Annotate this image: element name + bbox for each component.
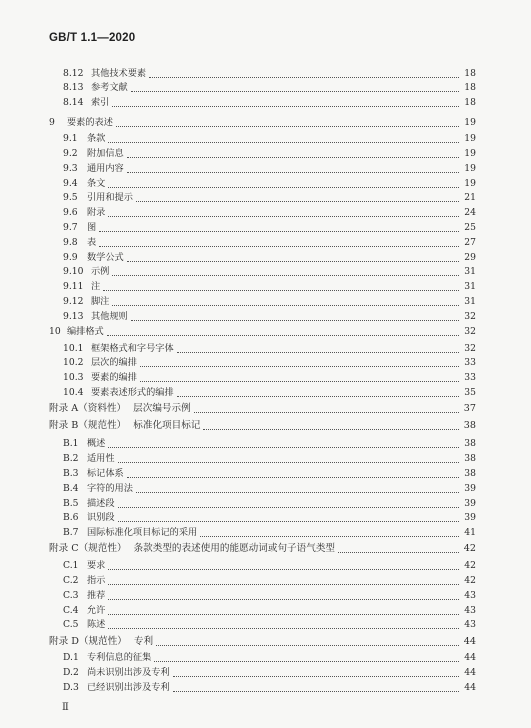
toc-entry-page: 31 bbox=[464, 266, 476, 277]
toc-entry-number: 附录 A（资料性） bbox=[49, 403, 127, 414]
toc-entry-number: B.5 bbox=[63, 498, 79, 509]
toc-leader-dots bbox=[338, 551, 459, 553]
toc-entry-page: 19 bbox=[464, 178, 476, 189]
toc-entry-page: 43 bbox=[464, 605, 476, 616]
toc-entry-page: 27 bbox=[464, 237, 476, 248]
toc-entry-title: 要素表述形式的编排 bbox=[91, 387, 174, 398]
toc-entry-title: 要素的表述 bbox=[67, 117, 113, 128]
toc-entry bbox=[63, 590, 476, 604]
toc-entry-title: 表 bbox=[87, 237, 97, 248]
toc-entry-number: 9.9 bbox=[63, 252, 78, 263]
toc-leader-dots bbox=[116, 125, 459, 127]
toc-leader-dots bbox=[200, 535, 459, 537]
toc-leader-dots bbox=[127, 260, 459, 262]
toc-leader-dots bbox=[149, 76, 459, 78]
toc-leader-dots bbox=[103, 289, 459, 291]
toc-entry bbox=[63, 68, 476, 82]
toc-entry bbox=[63, 266, 476, 280]
toc-leader-dots bbox=[127, 476, 459, 478]
toc-entry-page: 37 bbox=[463, 403, 476, 414]
toc-entry-page: 18 bbox=[464, 68, 476, 79]
toc-entry-number: 10.1 bbox=[63, 343, 84, 354]
toc-entry-title: 尚未识别出涉及专利 bbox=[87, 667, 170, 678]
toc-entry-title: 标准化项目标记 bbox=[133, 420, 201, 431]
toc-entry bbox=[63, 453, 476, 467]
toc-entry-title: 脚注 bbox=[91, 296, 110, 307]
toc-leader-dots bbox=[108, 598, 459, 600]
toc-entry bbox=[49, 543, 476, 557]
toc-entry-title: 条文 bbox=[87, 178, 106, 189]
toc-entry-title: 其他规则 bbox=[91, 311, 128, 322]
toc-leader-dots bbox=[140, 365, 459, 367]
toc-entry-number: 8.13 bbox=[63, 82, 84, 93]
page-number-footer: Ⅱ bbox=[62, 702, 69, 713]
toc-entry-page: 39 bbox=[464, 498, 476, 509]
toc-entry-page: 25 bbox=[464, 222, 476, 233]
toc-entry-page: 42 bbox=[464, 560, 476, 571]
toc-entry-title: 条款 bbox=[87, 133, 106, 144]
toc-entry bbox=[63, 619, 476, 633]
toc-leader-dots bbox=[118, 506, 459, 508]
toc-leader-dots bbox=[136, 200, 459, 202]
toc-leader-dots bbox=[140, 380, 459, 382]
toc-entry-title: 专利 bbox=[133, 636, 154, 647]
toc-entry-page: 19 bbox=[464, 133, 476, 144]
toc-entry bbox=[49, 117, 476, 131]
toc-entry bbox=[63, 512, 476, 526]
toc-entry bbox=[63, 252, 476, 266]
toc-entry-title: 陈述 bbox=[87, 619, 106, 630]
toc-entry bbox=[63, 560, 476, 574]
toc-entry-title: 层次编号示例 bbox=[133, 403, 191, 414]
toc-entry-title: 描述段 bbox=[87, 498, 115, 509]
toc-entry-title: 已经识别出涉及专利 bbox=[87, 682, 170, 693]
toc-entry-title: 框架格式和字号字体 bbox=[91, 343, 174, 354]
toc-entry-title: 识别段 bbox=[87, 512, 115, 523]
toc-leader-dots bbox=[154, 660, 459, 662]
toc-entry bbox=[63, 133, 476, 147]
toc-entry-title: 概述 bbox=[87, 438, 106, 449]
toc-entry bbox=[63, 468, 476, 482]
toc-entry-number: B.7 bbox=[63, 527, 79, 538]
toc-entry-page: 44 bbox=[464, 682, 476, 693]
toc-entry bbox=[63, 296, 476, 310]
toc-entry bbox=[63, 438, 476, 452]
toc-entry bbox=[63, 527, 476, 541]
toc-leader-dots bbox=[112, 105, 459, 107]
toc-entry-number: C.1 bbox=[63, 560, 79, 571]
toc-entry-page: 19 bbox=[464, 163, 476, 174]
toc-entry-number: 附录 B（规范性） bbox=[49, 420, 127, 431]
toc-entry-title: 通用内容 bbox=[87, 163, 124, 174]
toc-entry-number: 9.12 bbox=[63, 296, 84, 307]
toc-leader-dots bbox=[118, 520, 459, 522]
toc-entry-number: D.2 bbox=[63, 667, 79, 678]
toc-entry-number: 9.3 bbox=[63, 163, 78, 174]
toc-entry-number: 9.6 bbox=[63, 207, 78, 218]
toc-entry-number: 10.4 bbox=[63, 387, 84, 398]
toc-entry bbox=[49, 403, 476, 417]
toc-leader-dots bbox=[108, 568, 459, 570]
toc-leader-dots bbox=[108, 583, 459, 585]
toc-entry-page: 35 bbox=[464, 387, 476, 398]
toc-entry-number: 9.7 bbox=[63, 222, 78, 233]
toc-entry-number: 9.4 bbox=[63, 178, 78, 189]
toc-entry-page: 38 bbox=[464, 438, 476, 449]
toc-entry-number: C.5 bbox=[63, 619, 79, 630]
toc-leader-dots bbox=[136, 491, 459, 493]
toc-entry bbox=[63, 97, 476, 111]
toc-entry-number: B.3 bbox=[63, 468, 79, 479]
toc-leader-dots bbox=[173, 675, 459, 677]
toc-leader-dots bbox=[194, 411, 459, 413]
toc-entry-page: 41 bbox=[464, 527, 476, 538]
toc-entry-title: 适用性 bbox=[87, 453, 115, 464]
toc-entry bbox=[63, 387, 476, 401]
toc-entry-title: 字符的用法 bbox=[87, 483, 133, 494]
toc-entry-page: 42 bbox=[464, 575, 476, 586]
toc-entry-number: C.4 bbox=[63, 605, 79, 616]
toc-leader-dots bbox=[108, 627, 459, 629]
toc-leader-dots bbox=[112, 304, 459, 306]
toc-entry bbox=[49, 420, 476, 434]
toc-entry-page: 44 bbox=[464, 667, 476, 678]
toc-entry bbox=[63, 148, 476, 162]
toc-entry bbox=[63, 207, 476, 221]
toc-entry-number: B.6 bbox=[63, 512, 79, 523]
toc-entry bbox=[63, 372, 476, 386]
toc-entry-title: 国际标准化项目标记的采用 bbox=[87, 527, 198, 538]
toc-entry-page: 43 bbox=[464, 619, 476, 630]
toc-entry-number: B.1 bbox=[63, 438, 79, 449]
toc-entry-number: 9 bbox=[49, 117, 55, 128]
toc-entry-page: 31 bbox=[464, 296, 476, 307]
toc-entry-number: 10.2 bbox=[63, 357, 84, 368]
toc-entry bbox=[63, 343, 476, 357]
toc-entry bbox=[49, 326, 476, 340]
toc-entry-page: 39 bbox=[464, 512, 476, 523]
toc-entry-title: 条款类型的表述使用的能愿动词或句子语气类型 bbox=[133, 543, 336, 554]
toc-entry-page: 32 bbox=[464, 343, 476, 354]
toc-entry-number: 9.13 bbox=[63, 311, 84, 322]
toc-entry-page: 24 bbox=[464, 207, 476, 218]
toc-entry-number: 附录 C（规范性） bbox=[49, 543, 127, 554]
toc-entry bbox=[63, 483, 476, 497]
toc-entry bbox=[63, 82, 476, 96]
toc-entry-number: 9.1 bbox=[63, 133, 78, 144]
toc-entry-page: 44 bbox=[463, 636, 476, 647]
document-header: GB/T 1.1—2020 bbox=[49, 32, 136, 44]
toc-entry-number: 9.8 bbox=[63, 237, 78, 248]
toc-entry-title: 数学公式 bbox=[87, 252, 124, 263]
toc-entry bbox=[63, 222, 476, 236]
toc-entry-number: 10 bbox=[49, 326, 61, 337]
toc-entry bbox=[63, 178, 476, 192]
toc-leader-dots bbox=[107, 334, 459, 336]
toc-leader-dots bbox=[131, 319, 459, 321]
toc-entry bbox=[63, 237, 476, 251]
toc-entry bbox=[63, 605, 476, 619]
toc-entry-title: 示例 bbox=[91, 266, 110, 277]
toc-entry-page: 29 bbox=[464, 252, 476, 263]
toc-entry-page: 21 bbox=[464, 192, 476, 203]
toc-leader-dots bbox=[127, 156, 459, 158]
toc-entry-title: 专利信息的征集 bbox=[87, 652, 152, 663]
toc-entry bbox=[63, 357, 476, 371]
toc-entry-title: 指示 bbox=[87, 575, 106, 586]
toc-entry bbox=[63, 163, 476, 177]
toc-entry-number: 附录 D（规范性） bbox=[49, 636, 127, 647]
toc-entry bbox=[63, 192, 476, 206]
toc-entry-title: 参考文献 bbox=[91, 82, 128, 93]
toc-entry-title: 要求 bbox=[87, 560, 106, 571]
toc-entry-title: 附加信息 bbox=[87, 148, 124, 159]
toc-entry bbox=[63, 575, 476, 589]
toc-entry-number: B.4 bbox=[63, 483, 79, 494]
toc-entry-page: 42 bbox=[463, 543, 476, 554]
toc-entry-number: 8.14 bbox=[63, 97, 84, 108]
toc-entry-title: 要素的编排 bbox=[91, 372, 137, 383]
toc-entry-title: 层次的编排 bbox=[91, 357, 137, 368]
toc-entry-title: 编排格式 bbox=[67, 326, 104, 337]
toc-leader-dots bbox=[131, 90, 459, 92]
toc-entry-page: 32 bbox=[464, 326, 476, 337]
toc-entry-page: 33 bbox=[464, 372, 476, 383]
toc-leader-dots bbox=[99, 230, 459, 232]
toc-entry-page: 38 bbox=[464, 453, 476, 464]
toc-entry-page: 44 bbox=[464, 652, 476, 663]
toc-entry-page: 19 bbox=[464, 148, 476, 159]
toc-entry bbox=[63, 311, 476, 325]
toc-entry-number: C.3 bbox=[63, 590, 79, 601]
toc-entry-title: 其他技术要素 bbox=[91, 68, 147, 79]
toc-entry-number: 9.10 bbox=[63, 266, 84, 277]
toc-entry bbox=[63, 498, 476, 512]
toc-entry-title: 图 bbox=[87, 222, 97, 233]
toc-entry-page: 43 bbox=[464, 590, 476, 601]
toc-entry-number: 8.12 bbox=[63, 68, 84, 79]
toc-entry-title: 标记体系 bbox=[87, 468, 124, 479]
toc-entry-number: C.2 bbox=[63, 575, 79, 586]
toc-entry-page: 31 bbox=[464, 281, 476, 292]
toc-entry bbox=[63, 281, 476, 295]
toc-leader-dots bbox=[173, 690, 459, 692]
toc-leader-dots bbox=[108, 186, 459, 188]
toc-leader-dots bbox=[112, 274, 459, 276]
toc-leader-dots bbox=[108, 613, 459, 615]
toc-entry-page: 18 bbox=[464, 82, 476, 93]
toc-entry-page: 32 bbox=[464, 311, 476, 322]
toc-entry-page: 39 bbox=[464, 483, 476, 494]
toc-leader-dots bbox=[156, 644, 459, 646]
toc-entry-title: 允许 bbox=[87, 605, 106, 616]
toc-entry-number: D.1 bbox=[63, 652, 79, 663]
toc-entry-number: 9.2 bbox=[63, 148, 78, 159]
toc-entry-page: 19 bbox=[464, 117, 476, 128]
toc-entry-page: 33 bbox=[464, 357, 476, 368]
toc-leader-dots bbox=[108, 215, 459, 217]
toc-entry-number: D.3 bbox=[63, 682, 79, 693]
toc-leader-dots bbox=[99, 245, 459, 247]
toc-leader-dots bbox=[203, 428, 459, 430]
toc-entry-page: 18 bbox=[464, 97, 476, 108]
toc-leader-dots bbox=[108, 446, 459, 448]
toc-entry bbox=[63, 667, 476, 681]
toc-entry-page: 38 bbox=[464, 468, 476, 479]
toc-entry-number: B.2 bbox=[63, 453, 79, 464]
toc-entry-title: 推荐 bbox=[87, 590, 106, 601]
toc-leader-dots bbox=[108, 141, 459, 143]
toc-entry bbox=[49, 636, 476, 650]
toc-entry-number: 10.3 bbox=[63, 372, 84, 383]
toc-entry-title: 附录 bbox=[87, 207, 106, 218]
toc-entry-page: 38 bbox=[463, 420, 476, 431]
toc-entry-title: 引用和提示 bbox=[87, 192, 133, 203]
toc-entry-title: 索引 bbox=[91, 97, 110, 108]
toc-entry bbox=[63, 682, 476, 696]
toc-entry-title: 注 bbox=[91, 281, 101, 292]
toc-entry-number: 9.5 bbox=[63, 192, 78, 203]
toc-leader-dots bbox=[177, 395, 459, 397]
toc-leader-dots bbox=[177, 351, 459, 353]
toc-entry-number: 9.11 bbox=[63, 281, 84, 292]
toc-entry bbox=[63, 652, 476, 666]
toc-leader-dots bbox=[127, 171, 459, 173]
toc-leader-dots bbox=[118, 461, 459, 463]
